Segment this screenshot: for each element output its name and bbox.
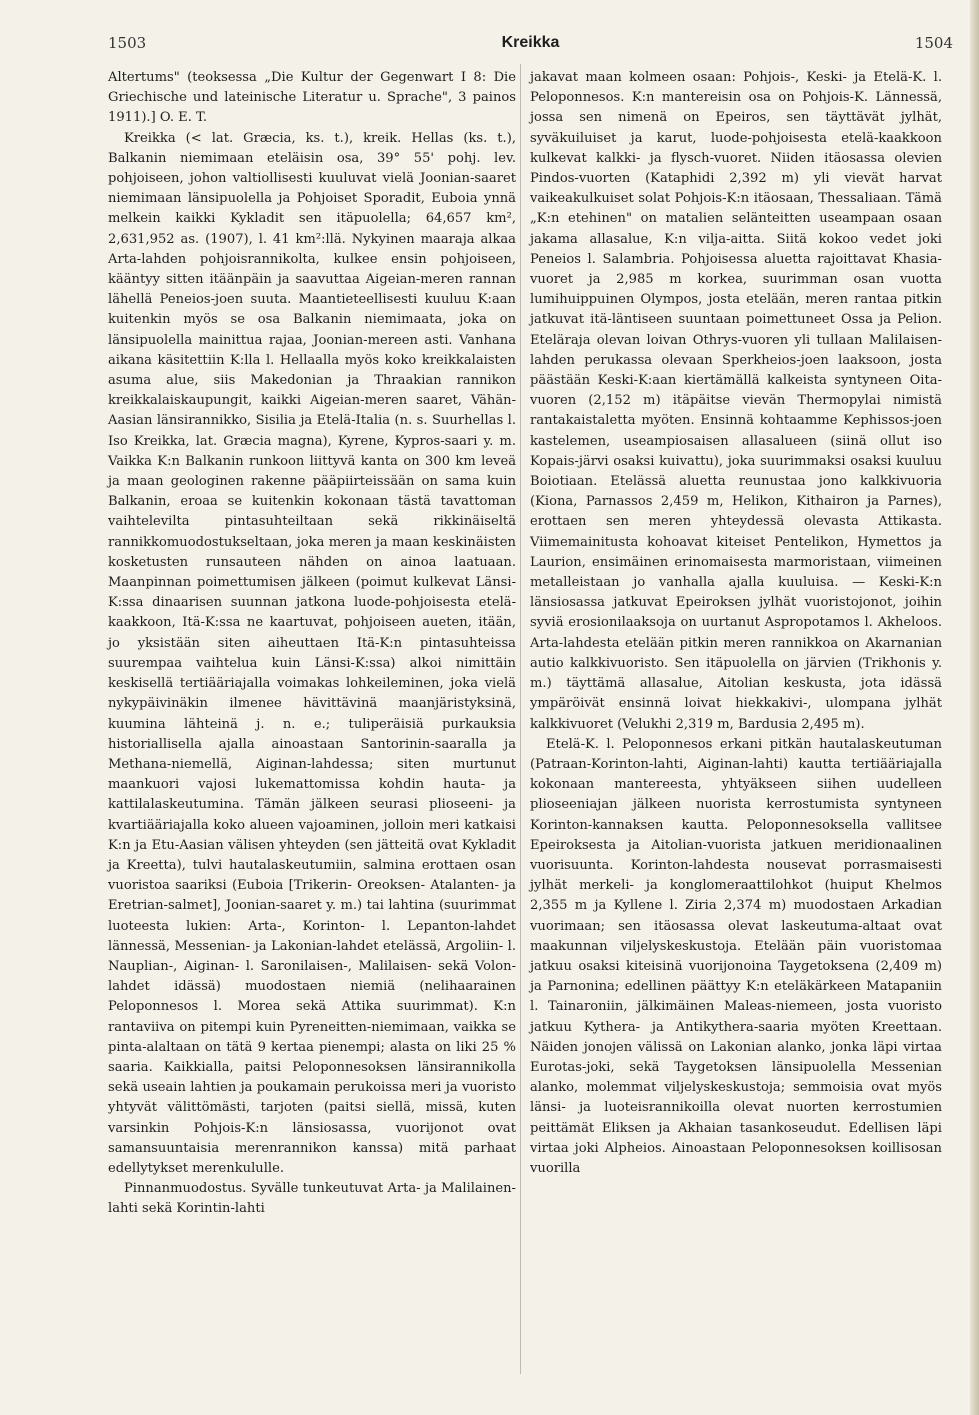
page-header <box>108 34 953 58</box>
page-number-left: 1503 <box>108 34 147 52</box>
paragraph: Pinnanmuodostus. Syvälle tunkeutuvat Arta- ja Malilainen-lahti sekä Korintin-lahti <box>108 1181 516 1217</box>
right-column <box>530 68 942 1179</box>
left-column <box>108 68 516 1220</box>
running-title: Kreikka <box>501 34 560 51</box>
paragraph: Etelä-K. l. Peloponnesos erkani pitkän hautalaskeutuman (Patraan-Korinton-lahti, Aiginan-lahti) kautta tertiääriajalla kokonaan mantereesta, yhtyäkseen siihen uudelleen plioseeniajan jälkeen nuorista kerrostumista syntyneen Korinton-kannaksen kautta. Peloponnesoksella vallitsee Epeiroksesta ja Aitolian-vuorista jatkuen meridionaalinen vuorisuunta. Korinton-lahdesta nousevat porrasmaisesti jylhät merkeli- ja konglomeraattilohkot (huiput Khelmos 2,355 m ja Kyllene l. Ziria 2,374 m) muodostaen Arkadian vuorimaan; sen itäosassa olevat laskeutuma-altaat ovat maakunnan viljelyskeskustoja. Etelään päin vuoristomaa jatkuu osaksi kiteisinä vuorijonoina Taygetoksena (2,409 m) ja Parnonina; edellinen päättyy K:n eteläkärkeen Matapaniin l. Tainaroniin, jälkimäinen Maleas-niemeen, josta vuoristo jatkuu Kythera- ja Antikythera-saaria myöten Kreettaan. Näiden jonojen välissä on Lakonian alanko, jonka läpi virtaa Eurotas-joki, sekä Taygetoksen länsipuolella Messenian alanko, molemmat viljelyskeskustoja; semmoisia ovat myös länsi- ja luoteisrannikoilla olevat nuorten kerrostumien peittämät Eliksen ja Akhaian tasankoseudut. Edellisen läpi virtaa joki Alpheios. Ainoastaan Peloponnesoksen koillisosan vuorilla <box>530 736 942 1176</box>
page-number-right: 1504 <box>914 34 953 52</box>
paragraph: jakavat maan kolmeen osaan: Pohjois-, Keski- ja Etelä-K. l. Peloponnesos. K:n mantereisin osa on Pohjois-K. Lännessä, jossa sen nimenä on Epeiros, sen täyttävät jylhät, syväkuiluiset ja karut, luode-pohjoisesta etelä-kaakkoon kulkevat kalkki- ja flysch-vuoret. Niiden itäosassa olevien Pindos-vuorten (Kataphidi 2,392 m) yli vievät harvat vaikeakulkuiset solat Pohjois-K:n itäosaan, Thessaliaan. Tämä „K:n etehinen" on matalien selänteitten useampaan osaan jakama allasalue, K:n vilja-aitta. Siitä kokoo vedet joki Peneios l. Salambria. Pohjoisessa aluetta rajoittavat Khasia-vuoret ja 2,985 m korkea, suurimman osan vuotta lumihuippuinen Olympos, josta etelään, meren rantaa pitkin jatkuvat itä-läntiseen suuntaan poimettuneet Ossa ja Pelion. Eteläraja olevan loivan Othrys-vuoren yli tullaan Malilaisen-lahden perukassa olevaan Sperkheios-joen laaksoon, josta päästään Keski-K:aan kiertämällä kalkeista syntyneen Oita-vuoren (2,152 m) itäpäitse vievän Thermopylai nimistä rantakaistaletta myöten. Ensinnä kohtaamme Kephissos-joen kastelemen, useampiosaisen allasalueen (siinä ollut iso Kopais-järvi osaksi kuivattu), joka suurimmaksi osaksi kuuluu Boiotiaan. Etelässä aluetta reunustaa jono kalkkivuoria (Kiona, Parnassos 2,459 m, Helikon, Kithairon ja Parnes), erottaen sen meren yhteydessä olevasta Attikasta. Viimemainitusta kohoavat kiteiset Pentelikon, Hymettos ja Laurion, ensimäinen erinomaisesta marmoristaan, viimeinen metalleistaan jo vanhalla ajalla kuuluisa. — Keski-K:n länsiosassa jatkuvat Epeiroksen jylhät vuoristojonot, joihin syviä erosionilaaksoja on uurtanut Aspropotamos l. Akheloos. Arta-lahdesta etelään pitkin meren rannikkoa on Akarnanian autio kalkkivuoristo. Sen itäpuolella on järvien (Trikhonis y. m.) täyttämä allasalue, Aitolian keskusta, jota idässä ympäröivät ensinnä loivat hiekkakivi-, ulompana jylhät kalkkivuoret (Velukhi 2,319 m, Bardusia 2,495 m). <box>530 70 942 732</box>
column-divider <box>520 64 521 1374</box>
page-edge <box>970 0 979 1415</box>
paragraph: Altertums" (teoksessa „Die Kultur der Gegenwart I 8: Die Griechische und lateinische Literatur u. Sprache", 3 painos 1911).] O. E. T. <box>108 70 516 126</box>
paragraph: Kreikka (< lat. Græcia, ks. t.), kreik. Hellas (ks. t.), Balkanin niemimaan eteläisin osa, 39° 55' pohj. lev. pohjoiseen, johon valtiollisesti kuuluvat vielä Joonian-saaret niemimaan länsipuolella ja Pohjoiset Sporadit, Euboia ynnä melkein kaikki Kykladit sen itäpuolella; 64,657 km², 2,631,952 as. (1907), l. 41 km²:llä. Nykyinen maaraja alkaa Arta-lahden pohjoisrannikolta, kulkee ensin pohjoiseen, kääntyy sitten itäänpäin ja saavuttaa Aigeian-meren rannan lähellä Peneios-joen suuta. Maantieteellisesti kuuluu K:aan kuitenkin myös se osa Balkanin niemimaata, joka on länsipuolella mainittua rajaa, Joonian-mereen asti. Vanhana aikana käsitettiin K:lla l. Hellaalla myös koko kreikkalaisten asuma alue, siis Makedonian ja Thraakian rannikon kreikkalaiskaupungit, kaikki Aigeian-meren saaret, Vähän-Aasian länsirannikko, Sisilia ja Etelä-Italia (n. s. Suurhellas l. Iso Kreikka, lat. Græcia magna), Kyrene, Kypros-saari y. m. Vaikka K:n Balkanin runkoon liittyvä kanta on 300 km leveä ja maan geologinen rakenne pääpiirteissään on sama kuin Balkanin, eroaa se kuitenkin kokonaan tästä tavattoman vaihtelevilta pintasuhteiltaan sekä rikkinäiseltä rannikkomuodostukseltaan, joka meren ja maan keskinäisten kosketusten runsauteen nähden on ainoa laatuaan. Maanpinnan poimettumisen jälkeen (poimut kulkevat Länsi-K:ssa dinaarisen suunnan jatkona luode-pohjoisesta etelä-kaakkoon, Itä-K:ssa ne kaartuvat, pohjoiseen aueten, itään, jo yksistään siten aiheuttaen Itä-K:n pintasuhteissa suurempaa vaihtelua kuin Länsi-K:ssa) alkoi nimittäin keskisellä tertiääriajalla voimakas lohkeileminen, joka vielä nykypäivinäkin ilmenee hävittävinä maanjäristyksinä, kuumina lähteinä j. n. e.; tuliperäisiä purkauksia historiallisella ajalla ainoastaan Santorinin-saaralla ja Methana-niemellä, Aiginan-lahdessa; siten murtunut maankuori vajosi lukemattomissa kohdin hauta- ja kattilalaskeutumina. Tämän jälkeen seurasi plioseeni- ja kvartiääriajalla koko alueen vajoaminen, jolloin meri katkaisi K:n ja Etu-Aasian välisen yhteyden (sen jätteitä ovat Kykladit ja Kreetta), tulvi hautalaskeutumiin, salmina erottaen osan vuoristoa saariksi (Euboia [Trikerin- Oreoksen- Atalanten- ja Eretrian-salmet], Joonian-saaret y. m.) tai lahtina (suurimmat luoteesta lukien: Arta-, Korinton- l. Lepanton-lahdet lännessä, Messenian- ja Lakonian-lahdet etelässä, Argoliin- l. Nauplian-, Aiginan- l. Saronilaisen-, Malilaisen- sekä Volon-lahdet idässä) muodostaen niemiä (nelihaarainen Peloponnesos l. Morea sekä Attika suurimmat). K:n rantaviiva on pitempi kuin Pyreneitten-niemimaan, vaikka se pinta-alaltaan on tätä 9 kertaa pienempi; alasta on liki 25 % saaria. Kaikkialla, paitsi Peloponnesoksen länsirannikolla sekä useain lahtien ja poukamain perukoissa meri ja vuoristo yhtyvät välittömästi, tarjoten (paitsi siellä, missä, kuten varsinkin Pohjois-K:n länsiosassa, vuorijonot ovat samansuuntaisia merenrannikon kanssa) mitä parhaat edellytykset merenkululle. <box>108 130 516 1176</box>
